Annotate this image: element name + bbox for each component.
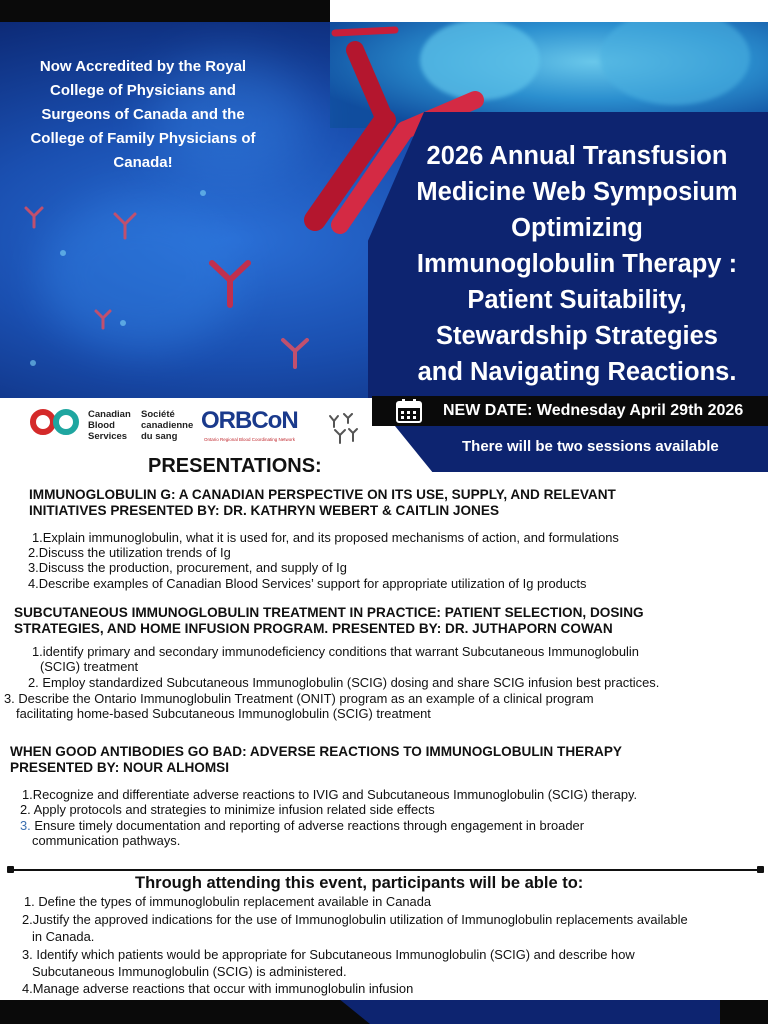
orbcon-subtitle: Ontario Regional Blood Coordinating Network bbox=[204, 437, 296, 442]
item-number: 2. bbox=[20, 802, 31, 817]
list-item bbox=[22, 981, 413, 997]
logo-text: du sang bbox=[141, 431, 178, 442]
divider-endpoint bbox=[757, 866, 764, 873]
item-text: Discuss the utilization trends of Ig bbox=[38, 545, 231, 560]
list-item-continuation: Subcutaneous Immunoglobulin (SCIG) is administered. bbox=[32, 964, 347, 979]
list-item-continuation: (SCIG) treatment bbox=[40, 659, 139, 674]
list-item bbox=[22, 912, 688, 928]
section-1-title bbox=[29, 487, 616, 519]
item-number: 1. bbox=[24, 894, 35, 909]
section-title-line: SUBCUTANEOUS IMMUNOGLOBULIN TREATMENT IN PRACTICE: PATIENT SELECTION, DOSING bbox=[14, 605, 644, 620]
event-date: NEW DATE: Wednesday April 29th 2026 bbox=[443, 402, 744, 419]
section-title-line: INITIATIVES PRESENTED BY: DR. KATHRYN WEBERT & CAITLIN JONES bbox=[29, 503, 500, 518]
list-item bbox=[28, 545, 231, 561]
presentations-heading: PRESENTATIONS: bbox=[148, 455, 322, 477]
particle bbox=[120, 320, 126, 326]
logo-text: Services bbox=[88, 431, 128, 442]
bottom-black-bar bbox=[0, 1000, 370, 1024]
small-antibody-illustration bbox=[22, 205, 46, 229]
list-item bbox=[20, 802, 435, 818]
item-text: Manage adverse reactions that occur with immunoglobulin infusion bbox=[32, 981, 414, 996]
title-line: 2026 Annual Transfusion bbox=[426, 142, 728, 170]
cbs-name-fr bbox=[141, 409, 193, 442]
section-2-title bbox=[14, 605, 644, 637]
antibody-icon bbox=[326, 413, 360, 445]
small-antibody-illustration bbox=[275, 335, 315, 370]
item-number: 2. bbox=[28, 545, 39, 560]
bottom-black-corner bbox=[720, 1000, 768, 1024]
symposium-title bbox=[393, 138, 761, 390]
list-item-continuation: in Canada. bbox=[32, 929, 95, 944]
item-text: Ensure timely documentation and reporting of adverse reactions through engagement in broader bbox=[34, 818, 584, 833]
title-line: Patient Suitability, bbox=[467, 286, 687, 314]
item-text: Identify which patients would be appropriate for Subcutaneous Immunoglobulin (SCIG) and describe how bbox=[36, 947, 635, 962]
list-item bbox=[32, 644, 639, 660]
title-line: Optimizing bbox=[511, 214, 643, 242]
orbcon-logo: ORBCoN bbox=[201, 407, 298, 434]
logo-text: Société bbox=[141, 409, 175, 420]
list-item-continuation: facilitating home-based Subcutaneous Immunoglobulin (SCIG) treatment bbox=[16, 706, 431, 721]
list-item bbox=[4, 691, 594, 707]
small-antibody-illustration bbox=[92, 308, 114, 330]
particle bbox=[60, 250, 66, 256]
particle bbox=[200, 190, 206, 196]
particle bbox=[30, 360, 36, 366]
item-text: identify primary and secondary immunodeficiency conditions that warrant Subcutaneous Immunoglobulin bbox=[42, 644, 639, 659]
list-item bbox=[32, 530, 619, 546]
hero-banner bbox=[0, 0, 768, 398]
list-item bbox=[24, 894, 431, 910]
section-title-line: IMMUNOGLOBULIN G: A CANADIAN PERSPECTIVE ON ITS USE, SUPPLY, AND RELEVANT bbox=[29, 487, 616, 502]
logo-text: Canadian bbox=[88, 409, 131, 420]
logo-text: Blood bbox=[88, 420, 115, 431]
canadian-blood-services-logo bbox=[26, 407, 86, 437]
item-number: 3. bbox=[4, 691, 15, 706]
item-number: 1. bbox=[22, 787, 33, 802]
item-text: Describe the Ontario Immunoglobulin Treatment (ONIT) program as an example of a clinical program bbox=[18, 691, 594, 706]
sessions-note: There will be two sessions available bbox=[462, 438, 719, 455]
item-number: 1. bbox=[32, 644, 43, 659]
calendar-icon bbox=[395, 398, 423, 424]
item-text: Justify the approved indications for the use of Immunoglobulin utilization of Immunoglobulin replacements available bbox=[32, 912, 688, 927]
top-black-bar bbox=[0, 0, 350, 22]
top-white-strip bbox=[330, 0, 768, 22]
title-line: Immunoglobulin Therapy : bbox=[416, 250, 738, 278]
divider-endpoint bbox=[7, 866, 14, 873]
item-text: Describe examples of Canadian Blood Services’ support for appropriate utilization of Ig products bbox=[38, 576, 587, 591]
title-line: Stewardship Strategies bbox=[435, 322, 718, 350]
item-number: 3. bbox=[20, 818, 31, 833]
virus-blob bbox=[600, 10, 750, 105]
small-antibody-illustration bbox=[110, 210, 140, 240]
item-text: Recognize and differentiate adverse reactions to IVIG and Subcutaneous Immunoglobulin (SCIG) therapy. bbox=[32, 787, 638, 802]
list-item bbox=[28, 576, 586, 592]
list-item bbox=[22, 947, 635, 963]
title-line: and Navigating Reactions. bbox=[417, 358, 737, 386]
item-text: Apply protocols and strategies to minimize infusion related side effects bbox=[33, 802, 435, 817]
small-antibody-illustration bbox=[200, 255, 260, 310]
item-number: 4. bbox=[22, 981, 33, 996]
logo-text: canadienne bbox=[141, 420, 194, 431]
partner-logos bbox=[26, 405, 366, 445]
item-number: 4. bbox=[28, 576, 39, 591]
item-text: Employ standardized Subcutaneous Immunoglobulin (SCIG) dosing and share SCIG infusion best practices. bbox=[42, 675, 660, 690]
outcomes-title: Through attending this event, participants will be able to: bbox=[135, 874, 584, 892]
list-item bbox=[22, 787, 637, 803]
list-item-continuation: communication pathways. bbox=[32, 833, 181, 848]
item-text: Discuss the production, procurement, and supply of Ig bbox=[38, 560, 347, 575]
section-title-line: WHEN GOOD ANTIBODIES GO BAD: ADVERSE REACTIONS TO IMMUNOGLOBULIN THERAPY bbox=[10, 744, 622, 759]
list-item bbox=[20, 818, 584, 834]
item-number: 1. bbox=[32, 530, 43, 545]
cbs-name-en bbox=[88, 409, 131, 442]
title-line: Medicine Web Symposium bbox=[416, 178, 738, 206]
section-title-line: STRATEGIES, AND HOME INFUSION PROGRAM. PRESENTED BY: DR. JUTHAPORN COWAN bbox=[14, 621, 613, 636]
divider bbox=[10, 869, 762, 871]
item-number: 2. bbox=[22, 912, 33, 927]
accreditation-notice: Now Accredited by the Royal College of Physicians and Surgeons of Canada and the College of Family Physicians of Canada! bbox=[30, 58, 256, 171]
list-item bbox=[28, 560, 347, 576]
item-number: 2. bbox=[28, 675, 39, 690]
section-title-line: PRESENTED BY: NOUR ALHOMSI bbox=[10, 760, 230, 775]
item-number: 3. bbox=[22, 947, 33, 962]
list-item bbox=[28, 675, 659, 691]
item-text: Define the types of immunoglobulin replacement available in Canada bbox=[38, 894, 432, 909]
item-text: Explain immunoglobulin, what it is used for, and its proposed mechanisms of action, and formulations bbox=[42, 530, 619, 545]
section-3-title bbox=[10, 744, 622, 776]
item-number: 3. bbox=[28, 560, 39, 575]
